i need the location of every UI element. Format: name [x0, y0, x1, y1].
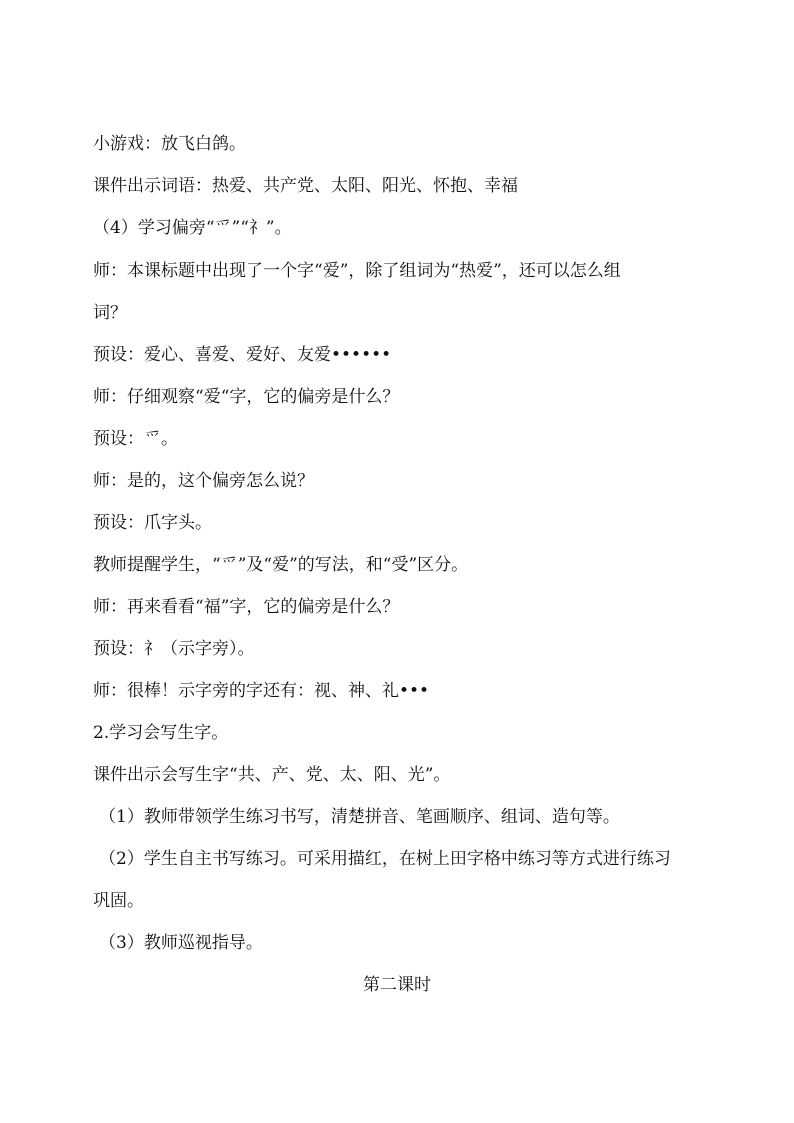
- paragraph-show-characters: 课件出示会写生字“共、产、党、太、阳、光”。: [93, 765, 451, 785]
- paragraph-section-2: 2.学习会写生字。: [93, 723, 229, 743]
- section-heading: 第二课时: [363, 975, 431, 995]
- paragraph-step-1: （1）教师带领学生练习书写，清楚拼音、笔画顺序、组词、造句等。: [99, 807, 620, 827]
- paragraph-reminder: 教师提醒学生，“爫”及“爱”的写法，和“受”区分。: [93, 555, 469, 575]
- paragraph-preset-shi: 预设：礻（示字旁）。: [93, 639, 255, 659]
- paragraph-praise: 师：很棒！示字旁的字还有：视、神、礼•••: [93, 681, 430, 701]
- paragraph-preset-claw: 预设：爪字头。: [93, 513, 212, 533]
- paragraph-preset-radical: 预设：爫。: [93, 429, 178, 449]
- paragraph-teacher-question: 师：本课标题中出现了一个字“爱”，除了组词为“热爱”，还可以怎么组: [93, 261, 621, 281]
- paragraph-step-2-cont: 巩固。: [93, 891, 144, 911]
- paragraph-vocabulary: 课件出示词语：热爱、共产党、太阳、阳光、怀抱、幸福: [93, 176, 518, 196]
- paragraph-preset-words: 预设：爱心、喜爱、爱好、友爱••••••: [93, 345, 392, 365]
- paragraph-fu-question: 师：再来看看“福”字，它的偏旁是什么？: [93, 597, 400, 617]
- paragraph-step-2: （2）学生自主书写练习。可采用描红，在树上田字格中练习等方式进行练习: [99, 849, 671, 869]
- paragraph-game: 小游戏：放飞白鸽。: [93, 134, 246, 154]
- paragraph-observe: 师：仔细观察“爱“字，它的偏旁是什么？: [93, 387, 400, 407]
- paragraph-step-3: （3）教师巡视指导。: [99, 933, 263, 953]
- paragraph-radical-heading: （4）学习偏旁“爫”“礻”。: [93, 218, 292, 238]
- paragraph-how-to-say: 师：是的，这个偏旁怎么说？: [93, 471, 314, 491]
- paragraph-teacher-question-cont: 词？: [93, 303, 127, 323]
